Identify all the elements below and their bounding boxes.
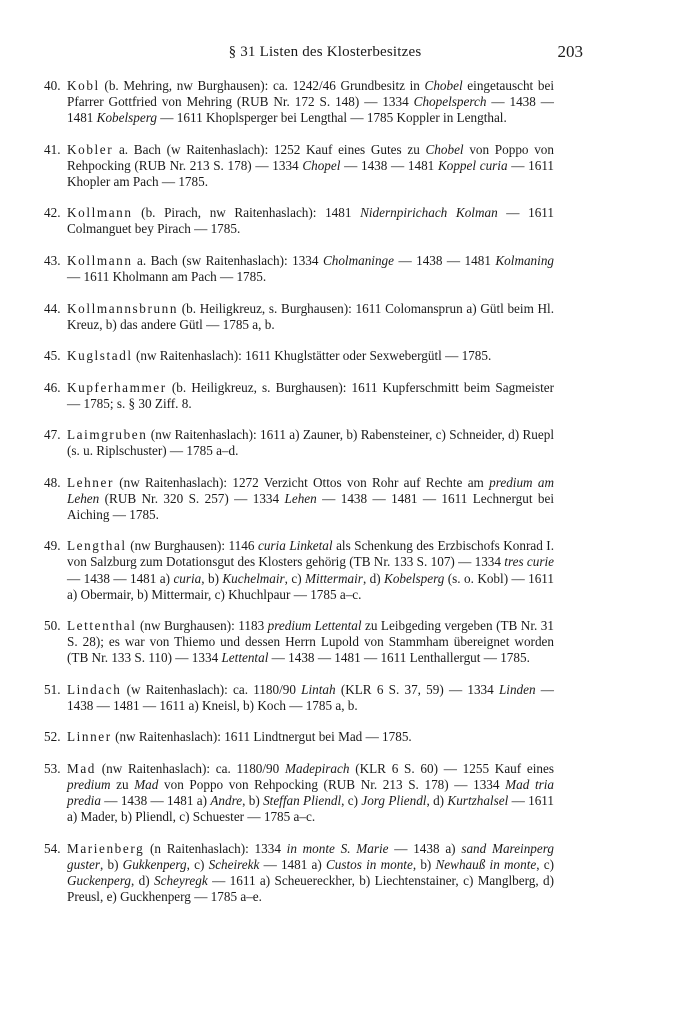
entry-text: , b) (99, 856, 123, 872)
entry-number: 40. (44, 78, 61, 93)
list-item (44, 475, 554, 523)
entry-text: , c) (536, 856, 554, 872)
entry-italic-text: Newhauß in monte (435, 856, 537, 872)
entry-text: als Schenkung des Erzbischofs Konrad I. von Salzburg zum Dotationsgut des Klosters gehörig (TB Nr. 133 S. 107) — 1334 (67, 538, 554, 570)
entry-text: — 1481 a) (259, 856, 326, 872)
entry-place-name: Kollmann (67, 205, 133, 221)
entry-italic-text: Kobelsperg (384, 570, 445, 586)
list-item (44, 841, 554, 905)
entry-place-name: Kobler (67, 141, 114, 157)
entry-place-name: Kobl (67, 78, 100, 93)
entry-italic-text: Nidernpirichach Kolman (360, 205, 498, 221)
entry-text: (b. Heiligkreuz, s. Burghausen): 1611 Colomansprun a) Gütl beim Hl. Kreuz, b) das andere Gütl — 1785 a, b. (67, 300, 554, 332)
entry-list (44, 78, 554, 920)
entry-text: (b. Mehring, nw Burghausen): ca. 1242/46 Grundbesitz in (99, 78, 425, 93)
entry-number: 47. (44, 427, 61, 443)
entry-italic-text: Scheyregk (154, 872, 208, 888)
entry-italic-text: Linden (498, 681, 536, 697)
entry-italic-text: Andre (210, 793, 243, 809)
entry-number: 44. (44, 300, 61, 316)
entry-text: — 1438 a) (388, 840, 462, 856)
entry-text: , d) (362, 570, 385, 586)
entry-number: 54. (44, 840, 61, 856)
entry-place-name: Kollmannsbrunn (67, 300, 179, 316)
list-item (44, 142, 554, 190)
entry-italic-text: Lintah (301, 681, 336, 697)
entry-italic-text: Kurtzhalsel (447, 793, 509, 809)
entry-number: 49. (44, 538, 61, 554)
entry-italic-text: Mad (134, 776, 159, 792)
entry-number: 50. (44, 618, 61, 634)
entry-text: — 1438 — 1481 — 1611 Lenthallergut — 1785. (268, 650, 530, 666)
entry-text: (RUB Nr. 320 S. 257) — 1334 (99, 490, 285, 506)
entry-italic-text: Kobelsperg (96, 110, 157, 126)
entry-text: (KLR 6 S. 37, 59) — 1334 (335, 681, 499, 697)
entry-text: , b) (412, 856, 436, 872)
entry-italic-text: Chopelsperch (413, 94, 487, 110)
entry-text: zu Leibgeding vergeben (TB Nr. 31 S. 28); es war von Thiemo und dessen Herrn Lupold von Stammham übereignet worden (TB Nr. 133 S. 110) — 1334 (67, 618, 554, 666)
entry-text: a. Bach (sw Raitenhaslach): 1334 (132, 252, 323, 268)
entry-italic-text: Chobel (425, 141, 464, 157)
entry-italic-text: sand Mareinperg guster (67, 840, 554, 872)
list-item (44, 301, 554, 333)
entry-text: — 1438 — 1481 (394, 252, 496, 268)
entry-text: — 1438 — 1481 — 1611 Lechnergut bei Aiching — 1785. (67, 490, 554, 522)
entry-number: 46. (44, 379, 61, 395)
entry-text: (s. o. Kobl) — 1611 a) Obermair, b) Mittermair, c) Khuchlpaur — 1785 a–c. (67, 570, 554, 602)
entry-text: (n Raitenhaslach): 1334 (144, 840, 287, 856)
entry-text: (nw Raitenhaslach): 1611 Lindtnergut bei Mad — 1785. (111, 729, 412, 745)
entry-text: , c) (186, 856, 209, 872)
entry-place-name: Marienberg (67, 840, 145, 856)
entry-text: (nw Burghausen): 1146 (126, 538, 258, 554)
entry-italic-text: curia (173, 570, 202, 586)
entry-place-name: Lettenthal (67, 618, 137, 634)
list-item (44, 380, 554, 412)
entry-italic-text: predium Lettental (267, 618, 362, 634)
entry-italic-text: in monte S. Marie (286, 840, 389, 856)
entry-place-name: Kuglstadl (67, 348, 133, 364)
entry-text: a. Bach (w Raitenhaslach): 1252 Kauf eines Gutes zu (113, 141, 426, 157)
list-item (44, 427, 554, 459)
list-item (44, 253, 554, 285)
entry-italic-text: curia Linketal (257, 538, 333, 554)
entry-text: (nw Raitenhaslach): 1611 Khuglstätter oder Sexwebergütl — 1785. (132, 348, 492, 364)
entry-italic-text: predium (67, 776, 111, 792)
entry-text: (b. Heiligkreuz, s. Burghausen): 1611 Kupferschmitt beim Sagmeister — 1785; s. § 30 Ziff. 8. (67, 379, 554, 411)
entry-italic-text: Steffan Pliendl (263, 793, 342, 809)
entry-text: (b. Pirach, nw Raitenhaslach): 1481 (132, 205, 361, 221)
entry-place-name: Kollmann (67, 252, 133, 268)
entry-text: von Poppo von Rehpocking (RUB Nr. 213 S. 178) — 1334 (158, 776, 506, 792)
entry-number: 42. (44, 205, 61, 221)
entry-text: — 1611 Khoplsperger bei Lengthal — 1785 Koppler in Lengthal. (157, 110, 507, 126)
entry-italic-text: Mad tria predia (67, 776, 555, 809)
entry-text: — 1611 a) Mader, b) Pliendl, c) Schuester — 1785 a–c. (67, 793, 554, 825)
entry-italic-text: Kolmaning (495, 252, 555, 268)
entry-text: — 1438 — 1481 a) (67, 570, 174, 586)
entry-text: von Poppo von Rehpocking (RUB Nr. 213 S. 178) — 1334 (67, 141, 554, 173)
entry-italic-text: Chobel (424, 78, 463, 93)
entry-text: (w Raitenhaslach): ca. 1180/90 (121, 681, 302, 697)
entry-number: 48. (44, 474, 61, 490)
entry-italic-text: Lettental (221, 650, 269, 666)
list-item (44, 205, 554, 237)
list-item (44, 618, 554, 666)
entry-text: — 1611 Colmanguet bey Pirach — 1785. (67, 205, 554, 237)
entry-place-name: Laimgruben (67, 427, 148, 443)
entry-text: (nw Raitenhaslach): 1272 Verzicht Ottos von Rohr auf Rechte am (113, 474, 490, 490)
list-item (44, 538, 554, 602)
entry-text: — 1438 — 1481 (67, 94, 554, 126)
entry-text: — 1438 — 1481 (340, 157, 438, 173)
entry-italic-text: Madepirach (284, 760, 350, 776)
entry-number: 51. (44, 681, 61, 697)
entry-place-name: Linner (67, 729, 112, 745)
list-item (44, 682, 554, 714)
entry-italic-text: Custos in monte (326, 856, 413, 872)
list-item (44, 729, 554, 745)
page-number: 203 (557, 42, 583, 61)
entry-number: 53. (44, 760, 61, 776)
entry-place-name: Kupferhammer (67, 379, 167, 395)
entry-text: , d) (130, 872, 155, 888)
entry-text: — 1611 Khopler am Pach — 1785. (67, 157, 555, 189)
entry-number: 41. (44, 141, 61, 157)
entry-italic-text: Koppel curia (437, 157, 508, 173)
entry-number: 52. (44, 729, 61, 745)
entry-text: zu (110, 776, 135, 792)
entry-text: (nw Raitenhaslach): ca. 1180/90 (95, 760, 285, 776)
entry-number: 43. (44, 252, 61, 268)
entry-place-name: Lehner (67, 474, 114, 490)
entry-number: 45. (44, 348, 61, 364)
entry-italic-text: Guckenperg (67, 872, 131, 888)
running-title: § 31 Listen des Klosterbesitzes (228, 44, 422, 60)
page-header (70, 42, 583, 66)
entry-italic-text: Lehen (284, 490, 317, 506)
entry-italic-text: predium am Lehen (67, 474, 554, 506)
list-item (44, 348, 554, 364)
entry-italic-text: Jorg Pliendl (361, 793, 427, 809)
entry-text: (nw Burghausen): 1183 (136, 618, 268, 634)
entry-text: — 1611 Kholmann am Pach — 1785. (67, 269, 267, 285)
entry-text: , b) (242, 793, 264, 809)
entry-text: — 1611 a) Scheuereckher, b) Liechtenstainer, c) Manglberg, d) Preusl, e) Guckhenperg — 1785 a–e. (67, 872, 554, 904)
entry-italic-text: Scheirekk (208, 856, 260, 872)
entry-text: , d) (426, 793, 448, 809)
entry-text: , c) (341, 793, 362, 809)
entry-text: (KLR 6 S. 60) — 1255 Kauf eines (349, 760, 554, 776)
entry-text: eingetauscht bei Pfarrer Gottfried von Mehring (RUB Nr. 172 S. 148) — 1334 (67, 78, 554, 110)
entry-place-name: Lindach (67, 681, 122, 697)
entry-place-name: Lengthal (67, 538, 127, 554)
entry-text: — 1438 — 1481 a) (100, 793, 211, 809)
entry-italic-text: Gukkenperg (122, 856, 187, 872)
entry-italic-text: Mittermair (305, 570, 363, 586)
entry-italic-text: Cholmaninge (322, 252, 395, 268)
entry-italic-text: tres curie (504, 554, 554, 570)
entry-text: (nw Raitenhaslach): 1611 a) Zauner, b) Rabensteiner, c) Schneider, d) Ruepl (s. u. Riplschuster) — 1785 a–d. (67, 427, 554, 459)
entry-place-name: Mad (67, 760, 96, 776)
list-item (44, 78, 554, 126)
entry-italic-text: Kuchelmair (222, 570, 285, 586)
entry-italic-text: Chopel (302, 157, 341, 173)
entry-text: , c) (284, 570, 306, 586)
entry-text: — 1438 — 1481 — 1611 a) Kneisl, b) Koch — 1785 a, b. (67, 681, 554, 713)
list-item (44, 761, 554, 825)
entry-text: , b) (201, 570, 223, 586)
